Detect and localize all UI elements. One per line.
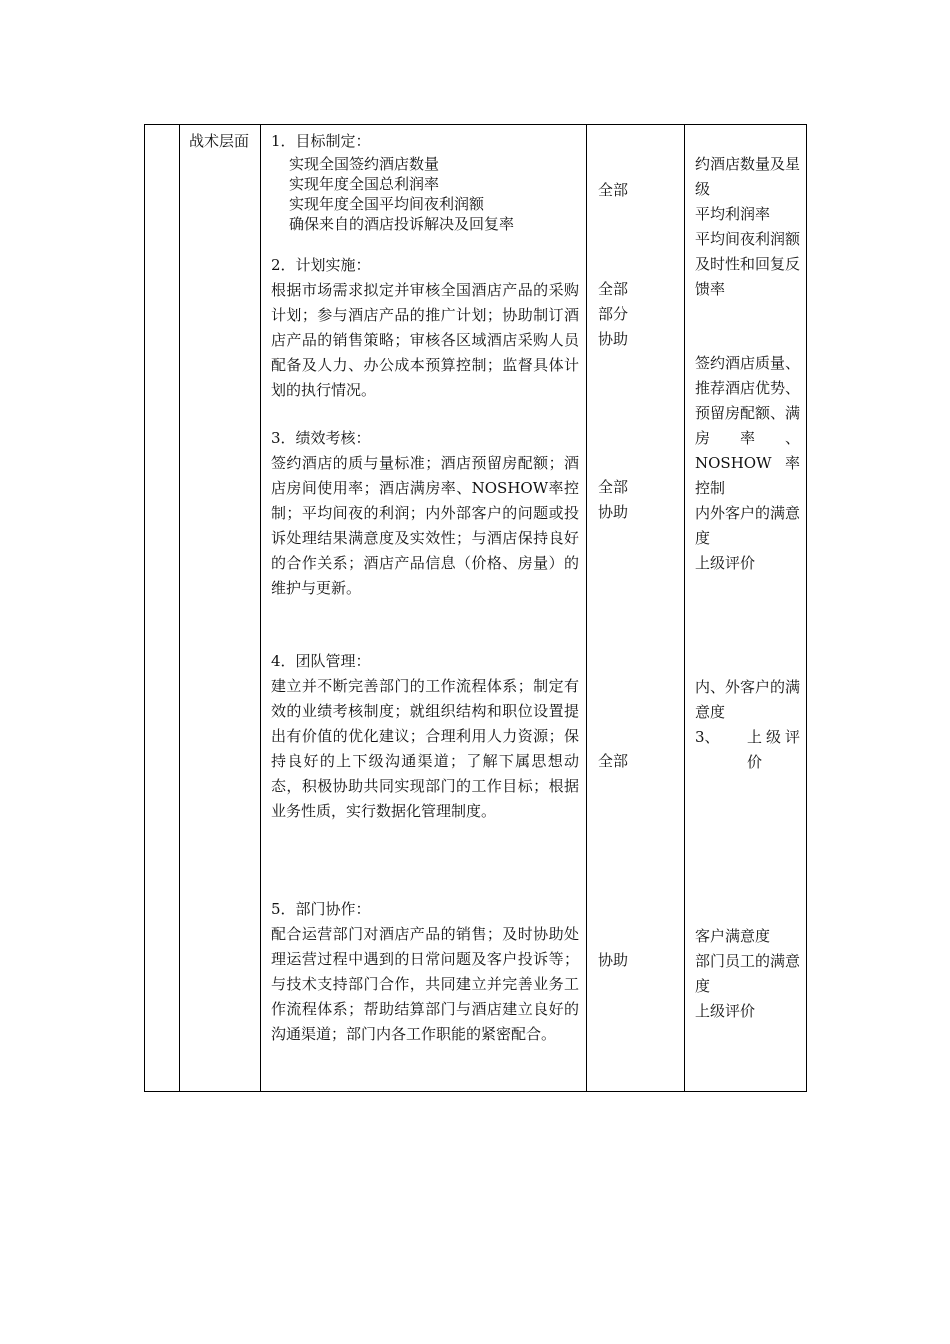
section-heading: 3．绩效考核： [271,429,371,447]
column-divider [260,125,261,1091]
section-heading: 1．目标制定： [271,132,371,150]
column-divider [179,125,180,1091]
scope-cell: 全部 部分 协助 [598,280,629,348]
metric-item: 内、外客户的满意度 [695,678,801,721]
metric-text: 上级评价 [747,728,800,771]
section-heading: 4．团队管理： [271,652,371,670]
goal-item: 实现全国签约酒店数量 [289,155,440,173]
scope-cell: 协助 [598,951,629,969]
goal-item: 实现年度全国平均间夜利润额 [289,195,485,213]
column-divider [586,125,587,1091]
metric-numbered-item [695,725,800,775]
metrics-cell: 客户满意度 部门员工的满意度 上级评价 [695,927,801,1020]
metric-number: 3、 [695,728,720,746]
section-body: 根据市场需求拟定并审核全国酒店产品的采购计划；参与酒店产品的推广计划；协助制订酒店产品的销售策略；审核各区域酒店采购人员配备及人力、办公成本预算控制；监督具体计划的执行情况。 [271,281,579,399]
column-divider [684,125,685,1091]
section-body: 签约酒店的质与量标准；酒店预留房配额；酒店房间使用率；酒店满房率、NOSHOW率控制；平均间夜的利润；内外部客户的问题或投诉处理结果满意度及实效性；与酒店保持良好的合作关系；酒店产品信息（价格、房量）的维护与更新。 [271,454,579,597]
section-heading: 2．计划实施： [271,256,371,274]
category-cell [189,129,251,154]
metrics-cell [695,675,800,775]
goal-item: 实现年度全国总利润率 [289,175,440,193]
section-goal-list [271,154,514,234]
metrics-cell: 签约酒店质量、推荐酒店优势、预留房配额、满房率、NOSHOW率控制 内外客户的满意度 上级评价 [695,354,801,572]
scope-cell: 全部 [598,181,629,199]
scope-cell: 全部 [598,752,629,770]
section-plan [271,253,579,403]
section-heading: 5．部门协作： [271,900,371,918]
section-goal [271,129,514,234]
section-performance [271,426,579,601]
metrics-cell: 约酒店数量及星级 平均利润率 平均间夜利润额 及时性和回复反馈率 [695,155,801,298]
section-body: 配合运营部门对酒店产品的销售；及时协助处理运营过程中遇到的日常问题及客户投诉等；与技术支持部门合作，共同建立并完善业务工作流程体系；帮助结算部门与酒店建立良好的沟通渠道；部门内各工作职能的紧密配合。 [271,925,579,1043]
section-team [271,649,579,824]
section-coordination [271,897,579,1047]
section-body: 建立并不断完善部门的工作流程体系；制定有效的业绩考核制度；就组织结构和职位设置提出有价值的优化建议；合理利用人力资源；保持良好的上下级沟通渠道；了解下属思想动态，积极协助共同实现部门的工作目标；根据业务性质，实行数据化管理制度。 [271,677,579,820]
scope-cell: 全部 协助 [598,478,629,521]
category-label: 战术层面 [189,132,250,150]
responsibility-table [144,124,807,1092]
goal-item: 确保来自的酒店投诉解决及回复率 [289,215,515,233]
